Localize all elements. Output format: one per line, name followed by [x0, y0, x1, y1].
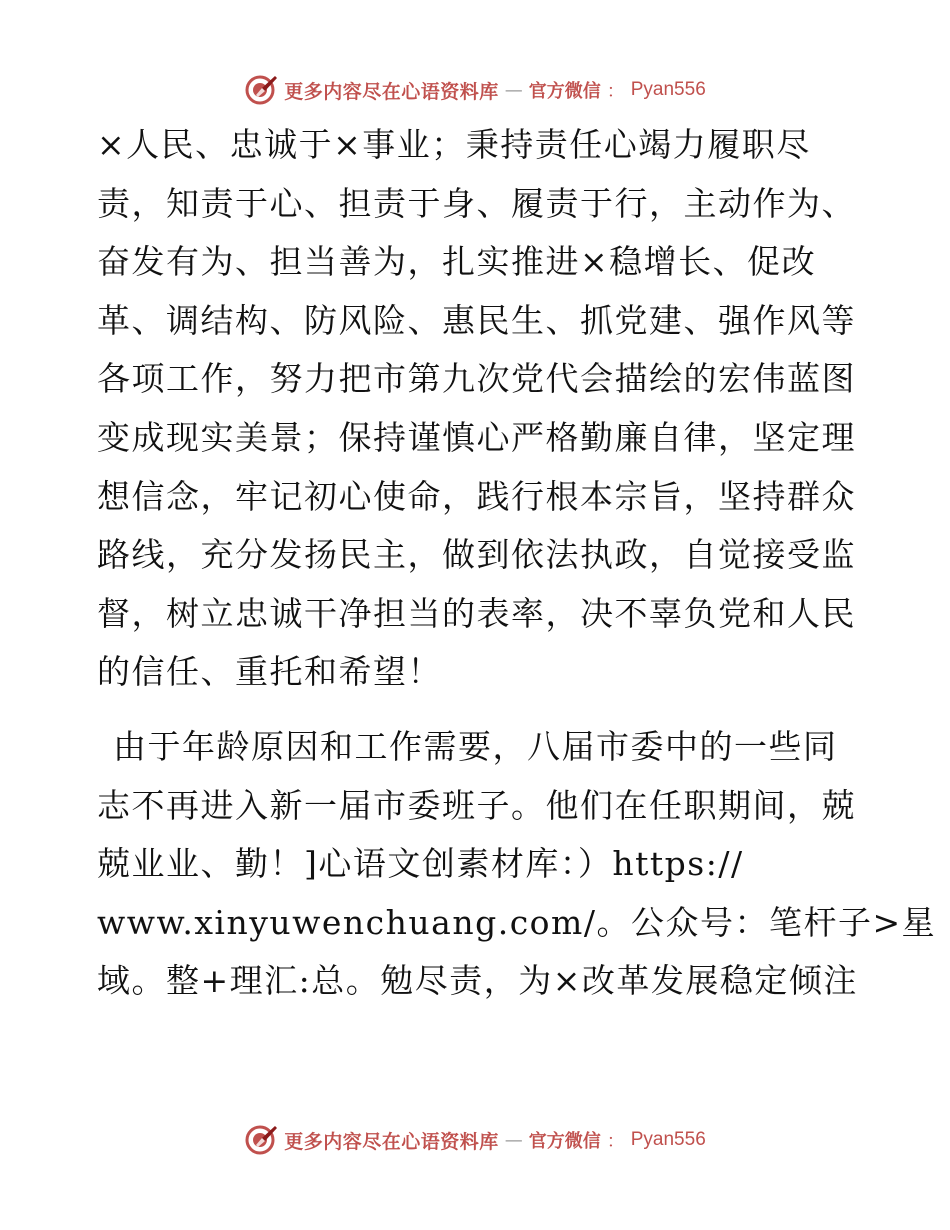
text-line: 志不再进入新一届市委班子。他们在任职期间，兢	[97, 785, 856, 825]
text-line: 的信任、重托和希望！	[97, 652, 442, 692]
pen-nib-logo-icon	[244, 1123, 278, 1157]
text-line: 想信念，牢记初心使命，践行根本宗旨，坚持群众	[97, 476, 856, 516]
banner-wechat-id: Pyan556	[630, 79, 706, 100]
paragraph-2	[97, 718, 937, 1011]
text-line: ×人民、忠诚于×事业；秉持责任心竭力履职尽	[97, 125, 811, 164]
banner-colon: ：	[606, 1131, 625, 1152]
banner-wechat-label: 官方微信	[528, 1131, 601, 1152]
text-line: 变成现实美景；保持谨慎心严格勤廉自律，坚定理	[97, 417, 856, 457]
banner-wechat-label: 官方微信	[528, 81, 601, 102]
banner-wechat-id: Pyan556	[630, 1129, 706, 1150]
text-line: 各项工作，努力把市第九次党代会描绘的宏伟蓝图	[97, 359, 856, 399]
text-line: 兢业业、勤！]心语文创素材库：）https://	[97, 844, 744, 884]
paragraph-1	[97, 116, 857, 702]
header-banner	[0, 70, 950, 110]
text-line: 由于年龄原因和工作需要，八届市委中的一些同	[113, 726, 838, 766]
banner-separator: —	[504, 79, 523, 101]
banner-separator: —	[504, 1129, 523, 1151]
text-line: 域。整+理汇:总。勉尽责，为×改革发展稳定倾注	[97, 961, 858, 1001]
pen-nib-logo-icon	[244, 73, 278, 107]
text-line: www.xinyuwenchuang.com/。公众号：笔杆子>星	[97, 902, 937, 942]
banner-slogan: 更多内容尽在心语资料库	[284, 1130, 499, 1153]
banner-colon: ：	[606, 81, 625, 102]
document-body	[97, 116, 937, 1011]
text-line: 奋发有为、担当善为，扎实推进×稳增长、促改	[97, 242, 817, 282]
banner-slogan: 更多内容尽在心语资料库	[284, 80, 499, 103]
footer-banner	[0, 1120, 950, 1160]
text-line: 革、调结构、防风险、惠民生、抓党建、强作风等	[97, 300, 856, 340]
text-line: 路线，充分发扬民主，做到依法执政，自觉接受监	[97, 535, 856, 575]
text-line: 督，树立忠诚干净担当的表率，决不辜负党和人民	[97, 593, 856, 633]
text-line: 责，知责于心、担责于身、履责于行，主动作为、	[97, 183, 856, 223]
